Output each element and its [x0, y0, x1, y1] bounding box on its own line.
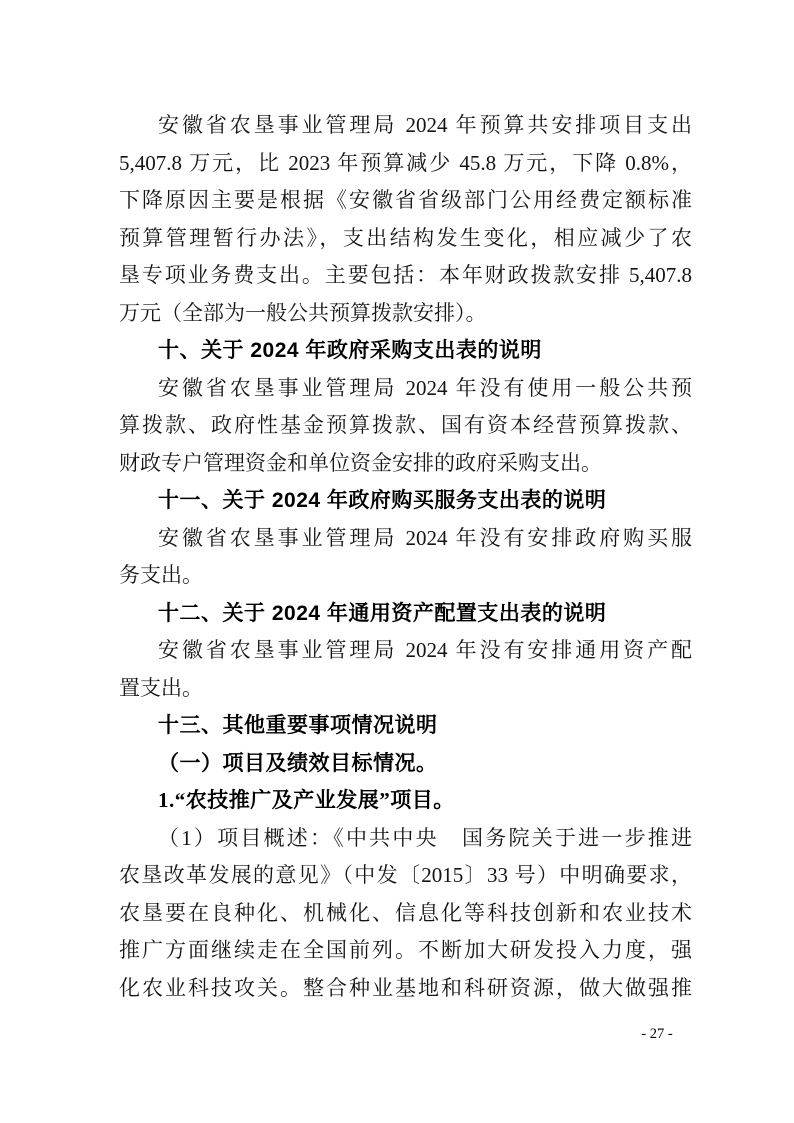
paragraph-line: 垦专项业务费支出。主要包括：本年财政拨款安排 5,407.8 — [119, 263, 692, 287]
paragraph-line: 下降原因主要是根据《安徽省省级部门公用经费定额标准 — [119, 188, 692, 212]
paragraph-line: 化农业科技攻关。整合种业基地和科研资源，做大做强推 — [119, 975, 692, 1000]
heading-item-1: 1.“农技推广及产业发展”项目。 — [158, 788, 455, 812]
paragraph-line: 算拨款、政府性基金预算拨款、国有资本经营预算拨款、 — [119, 413, 692, 437]
paragraph-line: 置支出。 — [119, 675, 203, 700]
paragraph-line: 预算管理暂行办法》，支出结构发生变化，相应减少了农 — [119, 225, 692, 250]
heading-section-10: 十、关于 2024 年政府采购支出表的说明 — [158, 339, 542, 362]
document-body — [119, 107, 692, 1007]
paragraph-line: （1）项目概述：《中共中央 国务院关于进一步推进 — [158, 825, 692, 850]
paragraph-line: 安徽省农垦事业管理局 2024 年没有安排政府购买服 — [158, 525, 692, 550]
paragraph-line: 农垦要在良种化、机械化、信息化等科技创新和农业技术 — [119, 900, 692, 925]
paragraph-line: 务支出。 — [119, 563, 203, 587]
paragraph-line: 安徽省农垦事业管理局 2024 年预算共安排项目支出 — [158, 113, 692, 137]
paragraph-line: 万元（全部为一般公共预算拨款安排）。 — [119, 300, 487, 325]
paragraph-line: 财政专户管理资金和单位资金安排的政府采购支出。 — [119, 450, 602, 475]
paragraph-line: 推广方面继续走在全国前列。不断加大研发投入力度，强 — [119, 938, 692, 962]
paragraph-line: 5,407.8 万元，比 2023 年预算减少 45.8 万元，下降 0.8%， — [119, 150, 692, 175]
paragraph-line: 安徽省农垦事业管理局 2024 年没有使用一般公共预 — [158, 375, 692, 400]
heading-subsection-1: （一）项目及绩效目标情况。 — [158, 750, 438, 775]
paragraph-line: 安徽省农垦事业管理局 2024 年没有安排通用资产配 — [158, 638, 692, 662]
heading-section-13: 十三、其他重要事项情况说明 — [158, 714, 438, 737]
heading-section-11: 十一、关于 2024 年政府购买服务支出表的说明 — [158, 489, 607, 512]
page-number: - 27 - — [641, 1026, 673, 1042]
paragraph-line: 农垦改革发展的意见》（中发〔2015〕33 号）中明确要求， — [119, 863, 692, 887]
heading-section-12: 十二、关于 2024 年通用资产配置支出表的说明 — [158, 601, 607, 625]
